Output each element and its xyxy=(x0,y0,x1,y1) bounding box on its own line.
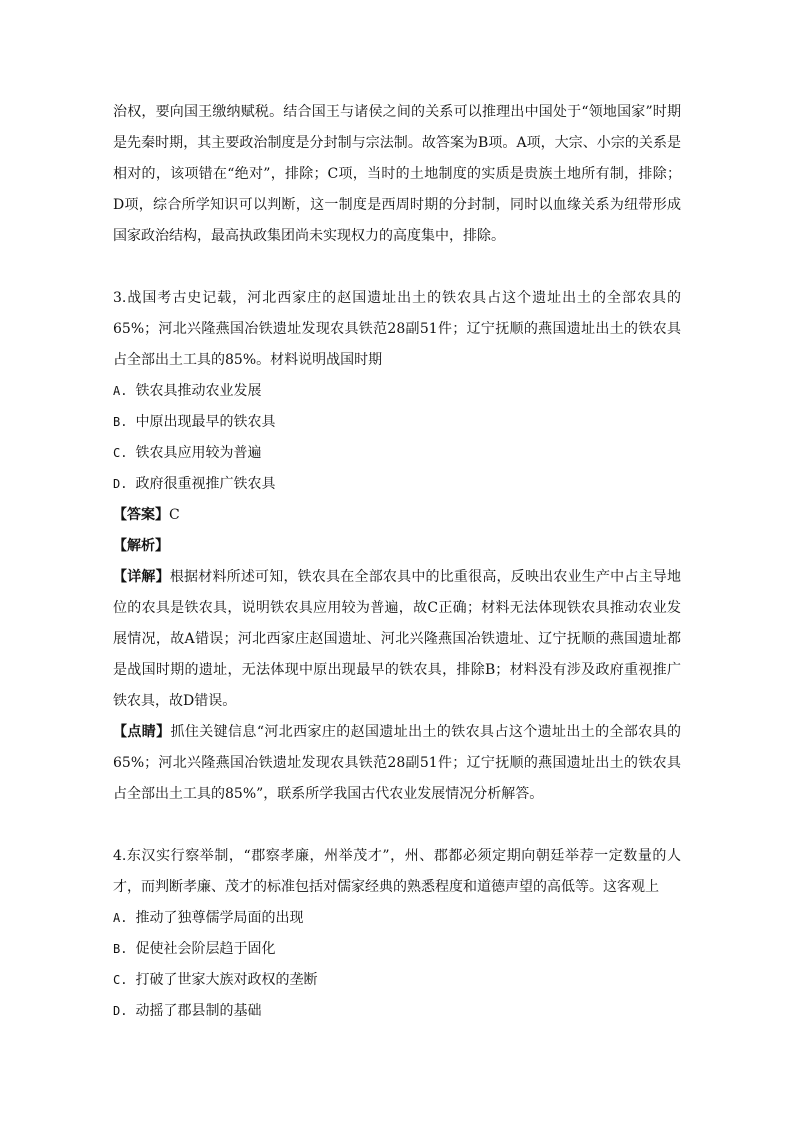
answer-tag: 【答案】 xyxy=(113,507,169,523)
previous-answer-continuation: 治权，要向国王缴纳赋税。结合国王与诸侯之间的关系可以推理出中国处于“领地国家”时期是先秦时期，其主要政治制度是分封制与宗法制。故答案为B项。A项，大宗、小宗的关系是相对的，该项错在“绝对”，排除；C项，当时的土地制度的实质是贵族土地所有制，排除；D项，综合所学知识可以判断，这一制度是西周时期的分封制，同时以血缘关系为纽带形成国家政治结构，最高执政集团尚未实现权力的高度集中，排除。 xyxy=(113,104,681,244)
option-text: 促使社会阶层趋于固化 xyxy=(135,941,276,957)
point-text: 抓住关键信息“河北西家庄的赵国遗址出土的铁农具占这个遗址出土的全部农具的65%；河北兴隆燕国冶铁遗址发现农具铁范28副51件；辽宁抚顺的燕国遗址出土的铁农具占全部出土工具的85%”，联系所学我国古代农业发展情况分析解答。 xyxy=(113,724,682,802)
question-3-option-c xyxy=(113,438,681,469)
option-text: 政府很重视推广铁农具 xyxy=(135,476,276,492)
option-letter: B. xyxy=(113,415,128,429)
option-text: 推动了独尊儒学局面的出现 xyxy=(135,910,304,926)
question-3-key-point xyxy=(113,717,681,810)
option-text: 动摇了郡县制的基础 xyxy=(135,1003,262,1019)
question-4-option-a xyxy=(113,903,681,934)
option-letter: C. xyxy=(113,446,128,460)
document-page xyxy=(113,97,681,1027)
question-4-option-c xyxy=(113,965,681,996)
option-text: 铁农具应用较为普遍 xyxy=(135,445,262,461)
option-text: 中原出现最早的铁农具 xyxy=(135,414,276,430)
detail-tag: 【详解】 xyxy=(113,569,170,585)
question-3-stem: 3.战国考古史记载，河北西家庄的赵国遗址出土的铁农具占这个遗址出土的全部农具的65%；河北兴隆燕国冶铁遗址发现农具铁范28副51件；辽宁抚顺的燕国遗址出土的铁农具占全部出土工具的85%。材料说明战国时期 xyxy=(113,290,681,368)
question-4-stem: 4.东汉实行察举制，“郡察孝廉，州举茂才”，州、郡都必须定期向朝廷举荐一定数量的人才，而判断孝廉、茂才的标准包括对儒家经典的熟悉程度和道德声望的高低等。这客观上 xyxy=(113,848,681,895)
question-3-detail xyxy=(113,562,681,717)
analysis-tag: 【解析】 xyxy=(113,538,169,554)
detail-text: 根据材料所述可知，铁农具在全部农具中的比重很高，反映出农业生产中占主导地位的农具是铁农具，说明铁农具应用较为普遍，故C正确；材料无法体现铁农具推动农业发展情况，故A错误；河北西家庄赵国遗址、河北兴隆燕国冶铁遗址、辽宁抚顺的燕国遗址都是战国时期的遗址，无法体现中原出现最早的铁农具，排除B；材料没有涉及政府重视推广铁农具，故D错误。 xyxy=(113,569,682,709)
question-3-option-a xyxy=(113,376,681,407)
answer-value: C xyxy=(169,507,180,523)
question-3-analysis-header xyxy=(113,531,681,562)
option-text: 铁农具推动农业发展 xyxy=(135,383,262,399)
question-3-option-b xyxy=(113,407,681,438)
spacer xyxy=(113,810,681,841)
option-letter: A. xyxy=(113,911,128,925)
question-3-answer xyxy=(113,500,681,531)
point-tag: 【点睛】 xyxy=(113,724,171,740)
option-letter: B. xyxy=(113,942,128,956)
spacer xyxy=(113,252,681,283)
question-4-option-b xyxy=(113,934,681,965)
option-letter: A. xyxy=(113,384,128,398)
question-4-option-d xyxy=(113,996,681,1027)
option-letter: C. xyxy=(113,973,128,987)
option-text: 打破了世家大族对政权的垄断 xyxy=(135,972,318,988)
option-letter: D. xyxy=(113,477,128,491)
option-letter: D. xyxy=(113,1004,128,1018)
question-3-option-d xyxy=(113,469,681,500)
